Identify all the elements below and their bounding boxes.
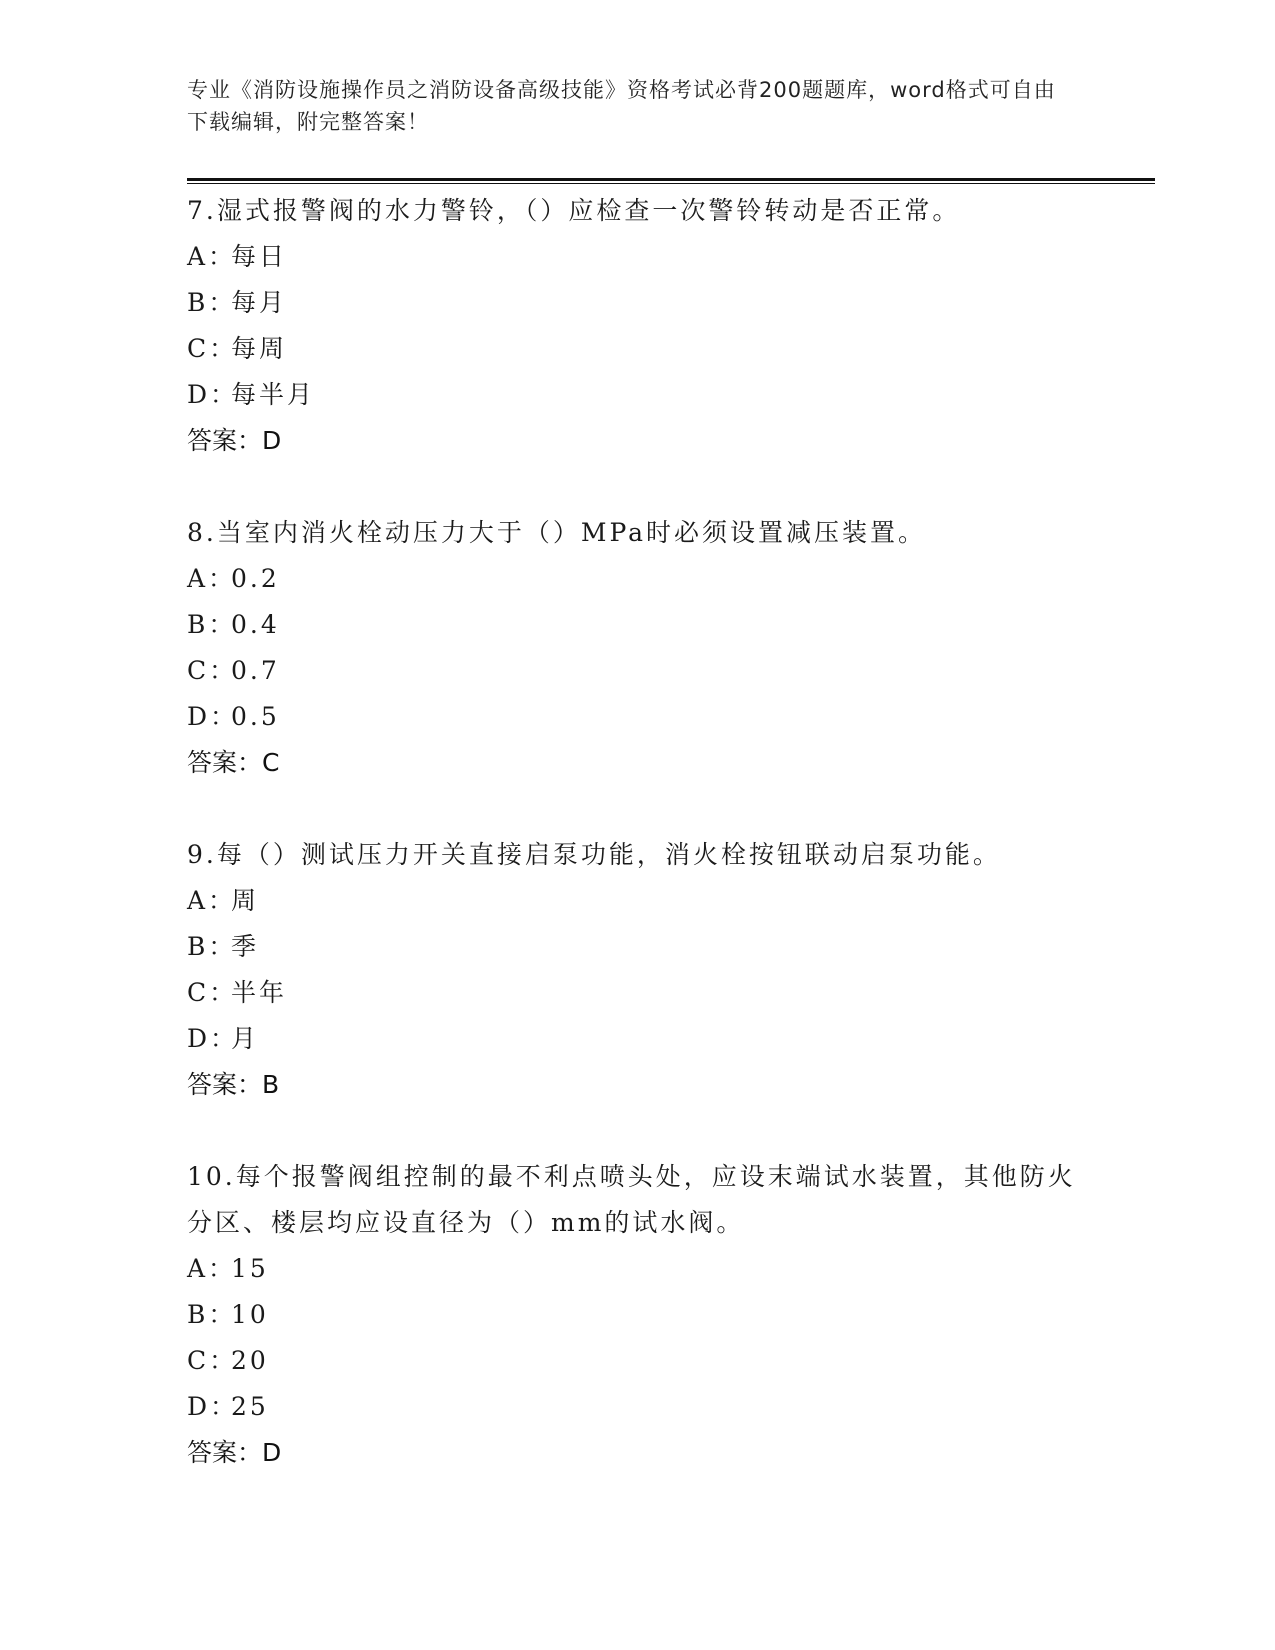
question-text: 9.每（）测试压力开关直接启泵功能，消火栓按钮联动启泵功能。 [187,840,1001,869]
option-letter: D： [187,1024,239,1053]
option-text: 15 [231,1254,269,1283]
option-text: 月 [231,1024,260,1053]
answer-line: 答案：C [187,748,280,777]
option-letter: A： [187,886,237,915]
option-c [187,648,1087,694]
option-letter: B： [187,932,237,961]
option-text: 25 [231,1392,269,1421]
header-divider-thick [187,178,1155,181]
option-text: 季 [231,932,260,961]
option-text: 每日 [231,242,288,271]
option-text: 每周 [231,334,288,363]
answer-line: 答案：D [187,426,282,455]
option-b [187,602,1087,648]
question-10 [187,1154,1087,1476]
option-a [187,878,1087,924]
option-d [187,694,1087,740]
option-c [187,970,1087,1016]
option-letter: C： [187,978,238,1007]
option-letter: D： [187,702,239,731]
option-letter: B： [187,610,237,639]
option-b [187,280,1087,326]
question-9 [187,832,1087,1108]
option-d [187,1016,1087,1062]
option-text: 0.4 [231,610,280,639]
header-divider-thin [187,183,1155,184]
option-text: 10 [231,1300,269,1329]
answer-line: 答案：D [187,1438,282,1467]
answer-line: 答案：B [187,1070,280,1099]
question-text: 8.当室内消火栓动压力大于（）MPa时必须设置减压装置。 [187,518,927,547]
option-b [187,924,1087,970]
option-b [187,1292,1087,1338]
option-c [187,326,1087,372]
option-letter: B： [187,288,237,317]
option-a [187,1246,1087,1292]
option-letter: B： [187,1300,237,1329]
option-a [187,234,1087,280]
option-text: 20 [231,1346,269,1375]
option-text: 每月 [231,288,288,317]
option-letter: A： [187,242,237,271]
option-text: 0.7 [231,656,280,685]
option-letter: D： [187,1392,239,1421]
option-letter: A： [187,1254,237,1283]
option-letter: C： [187,334,238,363]
option-a [187,556,1087,602]
option-text: 半年 [231,978,288,1007]
question-list [187,188,1087,1522]
option-d [187,372,1087,418]
question-8 [187,510,1087,786]
document-header: 专业《消防设施操作员之消防设备高级技能》资格考试必背200题题库，word格式可自由下载编辑，附完整答案！ [187,78,1056,134]
option-d [187,1384,1087,1430]
option-text: 每半月 [231,380,316,409]
option-letter: D： [187,380,239,409]
option-text: 0.5 [231,702,280,731]
option-letter: A： [187,564,237,593]
question-text: 10.每个报警阀组控制的最不利点喷头处，应设末端试水装置，其他防火分区、楼层均应设直径为（）mm的试水阀。 [187,1162,1076,1237]
option-c [187,1338,1087,1384]
question-7 [187,188,1087,464]
option-letter: C： [187,656,238,685]
option-text: 0.2 [231,564,280,593]
option-letter: C： [187,1346,238,1375]
question-text: 7.湿式报警阀的水力警铃，（）应检查一次警铃转动是否正常。 [187,196,961,225]
option-text: 周 [231,886,260,915]
